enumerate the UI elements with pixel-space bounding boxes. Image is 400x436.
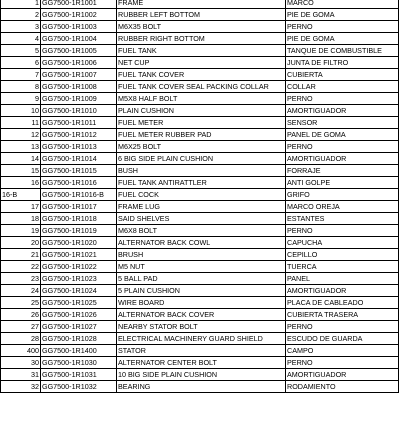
item-number-cell [1,357,41,369]
item-number: 400 [27,345,39,355]
item-number-cell [1,285,41,297]
table-row [1,309,399,321]
table-row [1,129,399,141]
part-name-spanish-cell: ESCUDO DE GUARDA [286,333,399,345]
table-row [1,189,399,201]
item-number-cell [1,177,41,189]
part-code-cell: GG7500-1R1016 [41,177,117,189]
item-number: 5 [35,45,39,55]
part-name-spanish-cell: PERNO [286,21,399,33]
part-name-english-cell: 10 BIG SIDE PLAIN CUSHION [117,369,286,381]
item-number-cell [1,33,41,45]
item-number-cell [1,237,41,249]
part-name-english-cell: FUEL TANK COVER [117,69,286,81]
part-name-spanish-cell: PERNO [286,357,399,369]
item-number-cell [1,141,41,153]
item-number-cell [1,309,41,321]
part-name-spanish-cell: PANEL DE GOMA [286,129,399,141]
part-code-cell: GG7500-1R1014 [41,153,117,165]
part-name-english-cell: SAID SHELVES [117,213,286,225]
part-name-english-cell: FRAME [117,0,286,9]
part-name-english-cell: FUEL COCK [117,189,286,201]
item-number-cell [1,333,41,345]
table-row [1,9,399,21]
part-name-spanish-cell: RODAMIENTO [286,381,399,393]
part-name-spanish-cell: CEPILLO [286,249,399,261]
part-code-cell: GG7500-1R1028 [41,333,117,345]
part-code-cell: GG7500-1R1031 [41,369,117,381]
part-code-cell: GG7500-1R1004 [41,33,117,45]
part-code-cell: GG7500-1R1007 [41,69,117,81]
part-code-cell: GG7500-1R1009 [41,93,117,105]
table-row [1,81,399,93]
part-name-spanish-cell: PERNO [286,141,399,153]
item-number-cell [1,45,41,57]
part-code-cell: GG7500-1R1026 [41,309,117,321]
part-name-english-cell: ELECTRICAL MACHINERY GUARD SHIELD [117,333,286,345]
item-number: 23 [31,273,39,283]
item-number: 25 [31,297,39,307]
item-number: 30 [31,357,39,367]
part-name-english-cell: FUEL TANK COVER SEAL PACKING COLLAR [117,81,286,93]
item-number-cell [1,273,41,285]
part-code-cell: GG7500-1R1400 [41,345,117,357]
part-name-english-cell: FUEL METER RUBBER PAD [117,129,286,141]
part-name-english-cell: RUBBER LEFT BOTTOM [117,9,286,21]
part-name-english-cell: M6X8 BOLT [117,225,286,237]
part-code-cell: GG7500-1R1008 [41,81,117,93]
table-row [1,261,399,273]
part-name-spanish-cell: PERNO [286,225,399,237]
part-code-cell: GG7500-1R1027 [41,321,117,333]
part-name-english-cell: NEARBY STATOR BOLT [117,321,286,333]
part-name-spanish-cell: CAMPO [286,345,399,357]
item-number: 10 [31,105,39,115]
item-number: 11 [31,117,39,127]
part-name-spanish-cell: SENSOR [286,117,399,129]
part-name-spanish-cell: MARCO OREJA [286,201,399,213]
item-number-cell [1,189,41,201]
part-name-english-cell: 6 BIG SIDE PLAIN CUSHION [117,153,286,165]
table-row [1,141,399,153]
part-name-english-cell: ALTERNATOR BACK COWL [117,237,286,249]
item-number: 26 [31,309,39,319]
part-name-english-cell: M6X25 BOLT [117,141,286,153]
table-row [1,285,399,297]
part-code-cell: GG7500-1R1006 [41,57,117,69]
table-row [1,213,399,225]
item-number: 19 [31,225,39,235]
part-name-spanish-cell: MARCO [286,0,399,9]
table-row [1,357,399,369]
table-row [1,153,399,165]
part-name-english-cell: WIRE BOARD [117,297,286,309]
item-number: 18 [31,213,39,223]
item-number-cell [1,105,41,117]
part-name-english-cell: BUSH [117,165,286,177]
item-number: 12 [31,129,39,139]
item-number: 31 [31,369,39,379]
item-number: 32 [31,381,39,391]
part-name-english-cell: FUEL METER [117,117,286,129]
part-code-cell: GG7500-1R1021 [41,249,117,261]
item-number: 24 [31,285,39,295]
part-name-spanish-cell: AMORTIGUADOR [286,285,399,297]
part-code-cell: GG7500-1R1010 [41,105,117,117]
table-row [1,333,399,345]
part-name-spanish-cell: GRIFO [286,189,399,201]
table-row [1,225,399,237]
table-row [1,69,399,81]
part-code-cell: GG7500-1R1022 [41,261,117,273]
item-number: 22 [31,261,39,271]
part-code-cell: GG7500-1R1002 [41,9,117,21]
table-row [1,237,399,249]
part-code-cell: GG7500-1R1001 [41,0,117,9]
part-name-english-cell: ALTERNATOR BACK COVER [117,309,286,321]
part-name-spanish-cell: ESTANTES [286,213,399,225]
table-row [1,0,399,9]
item-number: 6 [35,57,39,67]
part-code-cell: GG7500-1R1003 [41,21,117,33]
item-number-cell [1,69,41,81]
item-number-cell [1,153,41,165]
part-name-english-cell: ALTERNATOR CENTER BOLT [117,357,286,369]
item-number: 17 [31,201,39,211]
item-number: 3 [35,21,39,31]
part-code-cell: GG7500-1R1015 [41,165,117,177]
table-row [1,321,399,333]
item-number-cell [1,9,41,21]
item-number: 13 [31,141,39,151]
part-name-english-cell: STATOR [117,345,286,357]
part-code-cell: GG7500-1R1016-B [41,189,117,201]
part-code-cell: GG7500-1R1024 [41,285,117,297]
part-code-cell: GG7500-1R1013 [41,141,117,153]
table-row [1,21,399,33]
item-number: 4 [35,33,39,43]
part-name-spanish-cell: TUERCA [286,261,399,273]
table-row [1,201,399,213]
part-code-cell: GG7500-1R1012 [41,129,117,141]
item-number: 20 [31,237,39,247]
item-number-cell [1,297,41,309]
item-number-cell [1,117,41,129]
item-number: 7 [35,69,39,79]
item-number-cell [1,81,41,93]
part-name-english-cell: PLAIN CUSHION [117,105,286,117]
item-number-cell [1,57,41,69]
item-number: 15 [31,165,39,175]
item-number-cell [1,201,41,213]
part-code-cell: GG7500-1R1018 [41,213,117,225]
item-number-cell [1,345,41,357]
part-code-cell: GG7500-1R1017 [41,201,117,213]
item-number: 28 [31,333,39,343]
item-number: 16 [31,177,39,187]
part-name-spanish-cell: AMORTIGUADOR [286,153,399,165]
item-number: 21 [31,249,39,259]
part-name-spanish-cell: FORRAJE [286,165,399,177]
part-name-english-cell: BEARING [117,381,286,393]
part-name-spanish-cell: AMORTIGUADOR [286,369,399,381]
part-name-english-cell: M5 NUT [117,261,286,273]
table-row [1,165,399,177]
part-name-spanish-cell: JUNTA DE FILTRO [286,57,399,69]
table-row [1,177,399,189]
item-number-cell [1,225,41,237]
table-row [1,45,399,57]
table-row [1,369,399,381]
item-number: 1 [35,0,39,7]
part-code-cell: GG7500-1R1011 [41,117,117,129]
part-code-cell: GG7500-1R1019 [41,225,117,237]
part-name-spanish-cell: COLLAR [286,81,399,93]
part-code-cell: GG7500-1R1020 [41,237,117,249]
table-row [1,381,399,393]
table-row [1,249,399,261]
part-name-english-cell: BRUSH [117,249,286,261]
item-number-cell [1,261,41,273]
part-name-spanish-cell: PERNO [286,321,399,333]
item-number: 8 [35,81,39,91]
item-number-cell [1,165,41,177]
item-number: 14 [31,153,39,163]
item-prefix: 16-B [2,189,18,199]
table-row [1,273,399,285]
part-name-spanish-cell: PIE DE GOMA [286,33,399,45]
item-number: 27 [31,321,39,331]
table-row [1,297,399,309]
part-name-english-cell: FUEL TANK ANTIRATTLER [117,177,286,189]
part-name-spanish-cell: AMORTIGUADOR [286,105,399,117]
item-number-cell [1,129,41,141]
part-name-spanish-cell: CAPUCHA [286,237,399,249]
item-number-cell [1,93,41,105]
part-code-cell: GG7500-1R1030 [41,357,117,369]
part-code-cell: GG7500-1R1032 [41,381,117,393]
table-row [1,345,399,357]
table-row [1,57,399,69]
item-number: 2 [35,9,39,19]
part-name-spanish-cell: CUBIERTA [286,69,399,81]
item-number-cell [1,213,41,225]
table-row [1,33,399,45]
part-name-english-cell: 5 PLAIN CUSHION [117,285,286,297]
item-number-cell [1,249,41,261]
part-name-spanish-cell: PIE DE GOMA [286,9,399,21]
part-name-english-cell: M5X8 HALF BOLT [117,93,286,105]
table-row [1,105,399,117]
part-name-english-cell: RUBBER RIGHT BOTTOM [117,33,286,45]
part-name-spanish-cell: CUBIERTA TRASERA [286,309,399,321]
part-name-english-cell: FRAME LUG [117,201,286,213]
part-name-spanish-cell: ANTI GOLPE [286,177,399,189]
part-code-cell: GG7500-1R1023 [41,273,117,285]
part-name-spanish-cell: TANQUE DE COMBUSTIBLE [286,45,399,57]
part-name-spanish-cell: PERNO [286,93,399,105]
table-row [1,117,399,129]
table-row [1,93,399,105]
item-number-cell [1,0,41,9]
part-name-spanish-cell: PLACA DE CABLEADO [286,297,399,309]
parts-table-body [1,0,399,393]
part-name-spanish-cell: PANEL [286,273,399,285]
item-number-cell [1,321,41,333]
part-name-english-cell: M6X35 BOLT [117,21,286,33]
part-code-cell: GG7500-1R1025 [41,297,117,309]
part-code-cell: GG7500-1R1005 [41,45,117,57]
part-name-english-cell: 5 BALL PAD [117,273,286,285]
item-number-cell [1,369,41,381]
part-name-english-cell: FUEL TANK [117,45,286,57]
part-name-english-cell: NET CUP [117,57,286,69]
item-number: 9 [35,93,39,103]
item-number-cell [1,21,41,33]
item-number-cell [1,381,41,393]
